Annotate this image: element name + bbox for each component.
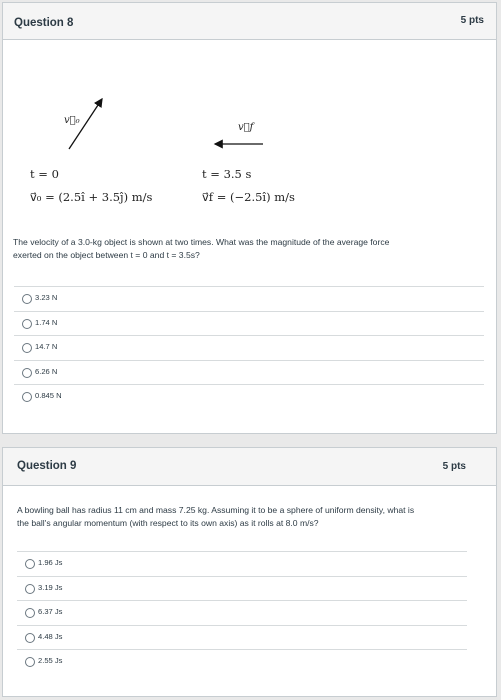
answer-label: 0.845 N <box>35 391 62 401</box>
question-8-answers <box>14 286 484 409</box>
final-time: t = 3.5 s <box>202 167 252 181</box>
radio-button[interactable] <box>25 633 35 643</box>
radio-button[interactable] <box>25 657 35 667</box>
question-9-answers <box>17 551 467 674</box>
answer-option[interactable] <box>14 384 484 409</box>
answer-label: 4.48 Js <box>38 631 63 641</box>
prompt-line: A bowling ball has radius 11 cm and mass 7.25 kg. Assuming it to be a sphere of uniform density, what is <box>17 505 415 515</box>
answer-option[interactable] <box>14 286 484 311</box>
answer-option[interactable] <box>17 625 467 650</box>
v0-arrow-icon <box>3 3 4 4</box>
answer-option[interactable] <box>14 335 484 360</box>
prompt-line: exerted on the object between t = 0 and t = 3.5s? <box>13 250 200 260</box>
answer-label: 6.26 N <box>35 366 58 376</box>
answer-option[interactable] <box>14 311 484 336</box>
v0-vector-label: v⃗₀ <box>64 115 80 126</box>
final-velocity-equation: v⃗f = (−2.5î) m/s <box>202 190 295 204</box>
question-8-header <box>3 3 496 40</box>
question-8-card <box>2 2 497 434</box>
radio-button[interactable] <box>22 368 32 378</box>
question-points: 5 pts <box>442 461 466 472</box>
radio-button[interactable] <box>25 559 35 569</box>
initial-velocity-equation: v⃗₀ = (2.5î + 3.5ĵ) m/s <box>30 190 153 204</box>
answer-label: 6.37 Js <box>38 607 63 617</box>
question-9-card <box>2 447 497 697</box>
radio-button[interactable] <box>22 294 32 304</box>
answer-label: 1.74 N <box>35 317 58 327</box>
prompt-line: The velocity of a 3.0-kg object is shown at two times. What was the magnitude of the average force <box>13 237 390 247</box>
question-title: Question 9 <box>17 460 77 472</box>
answer-option[interactable] <box>17 600 467 625</box>
question-8-prompt <box>13 236 389 262</box>
question-points: 5 pts <box>460 15 484 26</box>
question-title: Question 8 <box>14 17 74 29</box>
prompt-line: the ball's angular momentum (with respect to its own axis) as it rolls at 8.0 m/s? <box>17 518 319 528</box>
answer-label: 1.96 Js <box>38 558 63 567</box>
answer-option[interactable] <box>17 576 467 601</box>
radio-button[interactable] <box>25 608 35 618</box>
question-9-prompt <box>17 504 414 530</box>
answer-label: 2.55 Js <box>38 656 63 666</box>
vf-vector-label: v⃗f <box>238 122 254 133</box>
radio-button[interactable] <box>22 392 32 402</box>
answer-label: 3.19 Js <box>38 582 63 592</box>
radio-button[interactable] <box>25 584 35 594</box>
question-9-header <box>3 448 496 486</box>
radio-button[interactable] <box>22 319 32 329</box>
answer-label: 14.7 N <box>35 342 58 352</box>
radio-button[interactable] <box>22 343 32 353</box>
answer-option[interactable] <box>14 360 484 385</box>
answer-label: 3.23 N <box>35 293 58 302</box>
initial-time: t = 0 <box>30 167 59 181</box>
answer-option[interactable] <box>17 649 467 674</box>
answer-option[interactable] <box>17 551 467 576</box>
